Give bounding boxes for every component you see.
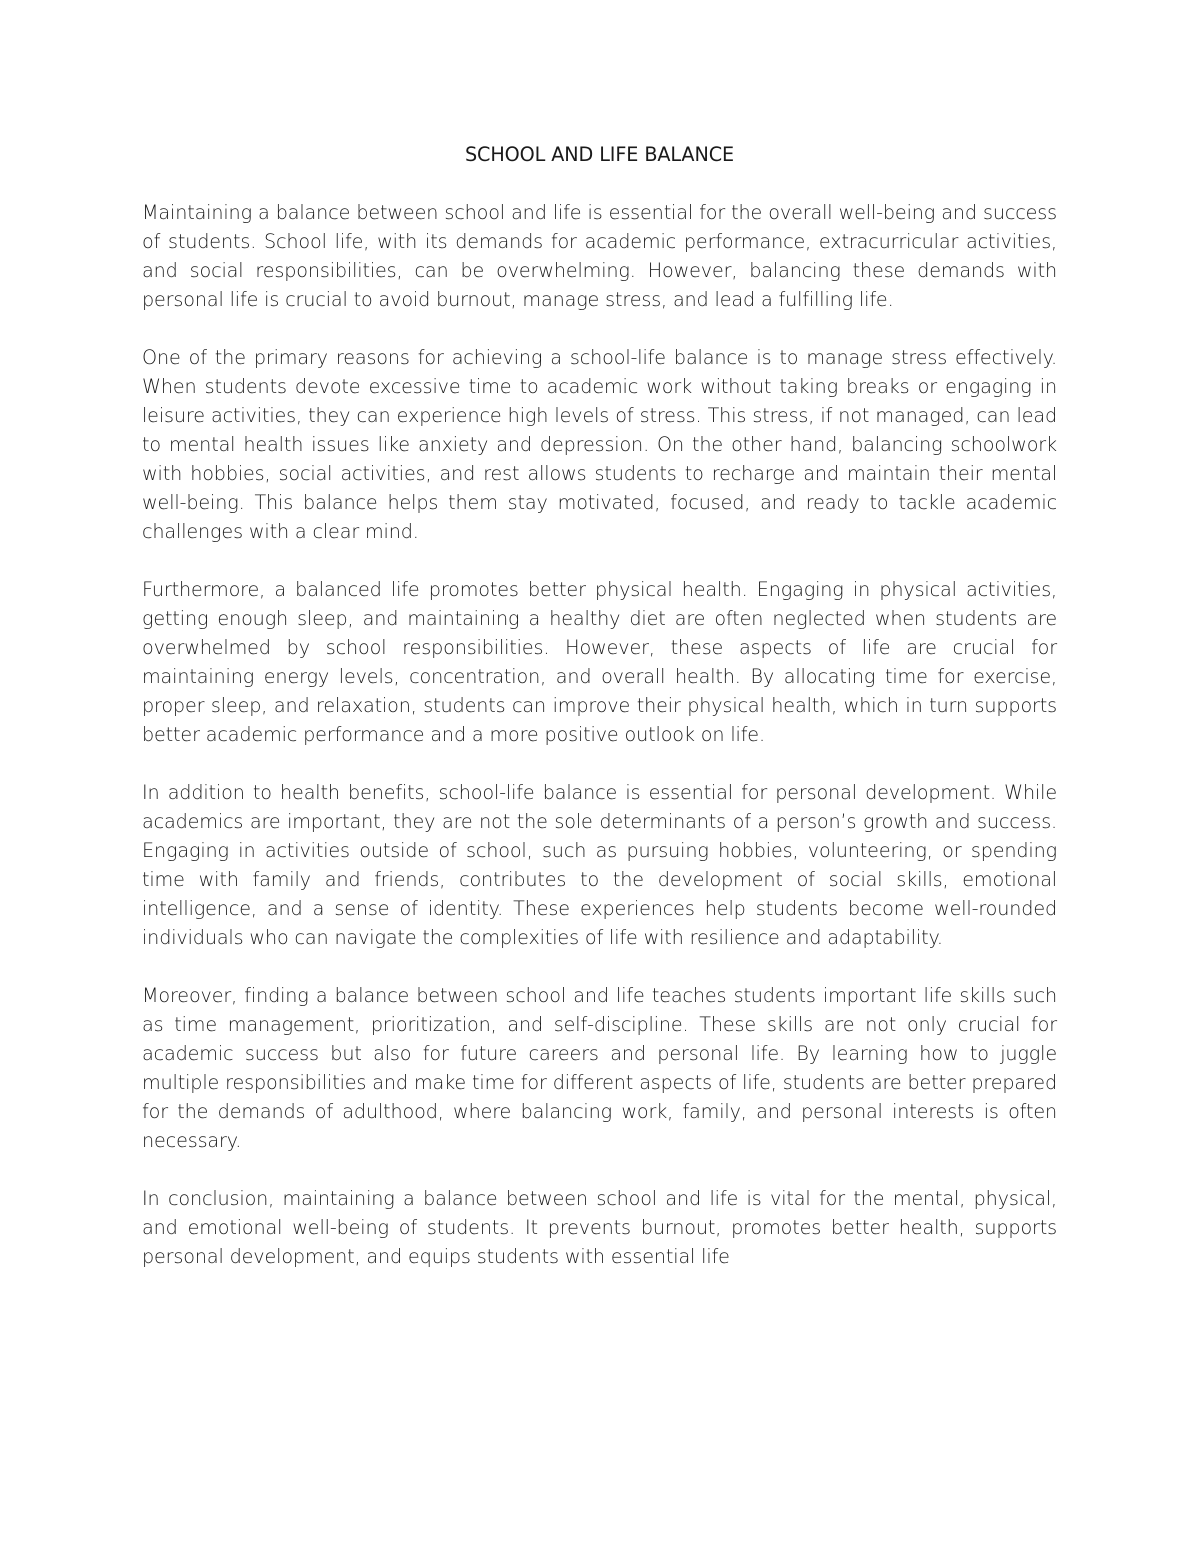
paragraph-life-skills: Moreover, finding a balance between school and life teaches students important life skills such as time management, prioritization, and self-discipline. These skills are not only crucial for academic success but also for future careers and personal life. By learning how to juggle multiple responsibilities and make time for different aspects of life, students are better prepared for the demands of adulthood, where balancing work, family, and personal interests is often necessary. [142, 984, 1057, 1152]
paragraph-personal-development: In addition to health benefits, school-life balance is essential for personal development. While academics are important, they are not the sole determinants of a person’s growth and success. Engaging in activities outside of school, such as pursuing hobbies, volunteering, or spending time with family and friends, contributes to the development of social skills, emotional intelligence, and a sense of identity. These experiences help students become well-rounded individuals who can navigate the complexities of life with resilience and adaptability. [142, 781, 1057, 949]
document-body [142, 140, 1057, 1271]
paragraph-intro: Maintaining a balance between school and life is essential for the overall well-being and success of students. School life, with its demands for academic performance, extracurricular activities, and social responsibilities, can be overwhelming. However, balancing these demands with personal life is crucial to avoid burnout, manage stress, and lead a fulfilling life. [142, 201, 1057, 311]
paragraph-conclusion: In conclusion, maintaining a balance between school and life is vital for the mental, physical, and emotional well-being of students. It prevents burnout, promotes better health, supports personal development, and equips students with essential life [142, 1187, 1057, 1268]
paragraph-physical-health: Furthermore, a balanced life promotes better physical health. Engaging in physical activities, getting enough sleep, and maintaining a healthy diet are often neglected when students are overwhelmed by school responsibilities. However, these aspects of life are crucial for maintaining energy levels, concentration, and overall health. By allocating time for exercise, proper sleep, and relaxation, students can improve their physical health, which in turn supports better academic performance and a more positive outlook on life. [142, 578, 1057, 746]
paragraph-stress: One of the primary reasons for achieving a school-life balance is to manage stress effectively. When students devote excessive time to academic work without taking breaks or engaging in leisure activities, they can experience high levels of stress. This stress, if not managed, can lead to mental health issues like anxiety and depression. On the other hand, balancing schoolwork with hobbies, social activities, and rest allows students to recharge and maintain their mental well-being. This balance helps them stay motivated, focused, and ready to tackle academic challenges with a clear mind. [142, 346, 1057, 543]
document-title: SCHOOL AND LIFE BALANCE [464, 143, 735, 166]
